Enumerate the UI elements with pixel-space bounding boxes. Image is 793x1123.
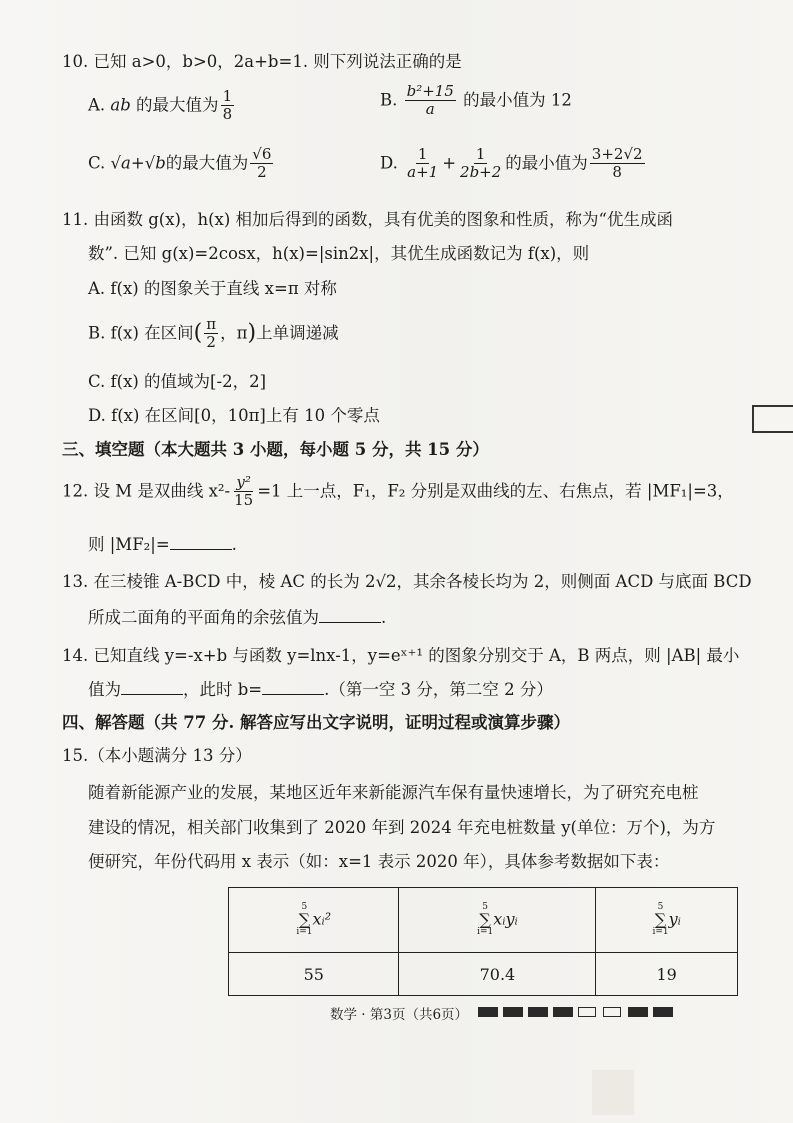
q10-option-d: D. $\frac{1}{a+1}$ + $\frac{1}{2b+2}$ 的最小值为 $\frac{3+2√2}{8}$ [380, 145, 643, 182]
scan-mark-filled [528, 1007, 548, 1017]
table-header-sum-xy: 5 ∑ i=1 xᵢyᵢ [399, 888, 596, 953]
q12-line2: 则 |MF₂|= . [88, 535, 237, 554]
scan-smudge [592, 1070, 634, 1115]
q15-data-table [228, 887, 738, 996]
section-4-heading: 四、解答题（共 77 分. 解答应写出文字说明，证明过程或演算步骤） [62, 713, 570, 732]
scan-mark-filled [478, 1007, 498, 1017]
table-cell-sum-y: 19 [596, 953, 738, 996]
scan-mark-filled [503, 1007, 523, 1017]
table-cell-sum-x-squared: 55 [229, 953, 399, 996]
q11-line1: 11. 由函数 g(x)，h(x) 相加后得到的函数，具有优美的图象和性质，称为“优生成函 [62, 210, 673, 229]
scan-mark-filled [553, 1007, 573, 1017]
section-3-heading: 三、填空题（本大题共 3 小题，每小题 5 分，共 15 分） [62, 440, 489, 459]
q10-option-c: C. √a+√b的最大值为 $\frac{√6}{2}$ [88, 145, 272, 182]
q13-line2: 所成二面角的平面角的余弦值为 . [88, 608, 387, 627]
scan-mark-filled [628, 1007, 648, 1017]
q10-option-b: B. $\frac{\text{b²+15}}{a}$ 的最小值为 12 [380, 82, 572, 119]
q14-line2: 值为 ，此时 b= .（第一空 3 分，第二空 2 分） [88, 680, 553, 699]
margin-bracket-mark [752, 405, 793, 433]
q10-stem: 10. 已知 a>0，b>0，2a+b=1. 则下列说法正确的是 [62, 52, 462, 71]
q11-option-c: C. f(x) 的值域为[-2，2] [88, 372, 267, 391]
q15-heading: 15.（本小题满分 13 分） [62, 746, 252, 765]
q10-option-a: A. ab 的最大值为 $\frac{1}{8}$ [88, 87, 233, 124]
q12-answer-blank[interactable] [170, 535, 232, 550]
table-header-sum-y: 5 ∑ i=1 yᵢ [596, 888, 738, 953]
q15-para-1: 随着新能源产业的发展，某地区近年来新能源汽车保有量快速增长，为了研究充电桩 [88, 783, 699, 802]
q12-line1: 12. 设 M 是双曲线 x²- $\frac{\text{y²}}{15}$ =1 上一点，F₁，F₂ 分别是双曲线的左、右焦点，若 |MF₁|=3， [62, 473, 734, 510]
q15-para-2: 建设的情况，相关部门收集到了 2020 年到 2024 年充电桩数量 y(单位：万个)，为方 [88, 818, 716, 837]
q15-para-3: 便研究，年份代码用 x 表示（如：x=1 表示 2020 年），具体参考数据如下表： [88, 852, 670, 871]
scan-mark-filled [653, 1007, 673, 1017]
q11-option-d: D. f(x) 在区间[0，10π]上有 10 个零点 [88, 406, 380, 425]
q14-answer-blank-2[interactable] [262, 680, 324, 695]
table-cell-sum-xy: 70.4 [399, 953, 596, 996]
q13-answer-blank[interactable] [319, 608, 381, 623]
table-header-sum-x-squared: 5 ∑ i=1 xᵢ² [229, 888, 399, 953]
page-footer: 数学 · 第3页（共6页） [330, 1007, 469, 1023]
q14-line1: 14. 已知直线 y=-x+b 与函数 y=lnx-1，y=eˣ⁺¹ 的图象分别交于 A，B 两点，则 |AB| 最小 [62, 646, 740, 665]
q11-line2: 数”. 已知 g(x)=2cosx，h(x)=|sin2x|，其优生成函数记为 f(x)，则 [88, 244, 590, 263]
q13-line1: 13. 在三棱锥 A-BCD 中，棱 AC 的长为 2√2，其余各棱长均为 2，则侧面 ACD 与底面 BCD [62, 572, 752, 591]
q11-option-b: B. f(x) 在区间( $\frac{\pi}{2}$ ，π)上单调递减 [88, 315, 339, 352]
scan-mark-empty [603, 1007, 621, 1017]
q14-answer-blank-1[interactable] [121, 680, 183, 695]
q11-option-a: A. f(x) 的图象关于直线 x=π 对称 [88, 279, 337, 298]
scan-mark-empty [578, 1007, 596, 1017]
